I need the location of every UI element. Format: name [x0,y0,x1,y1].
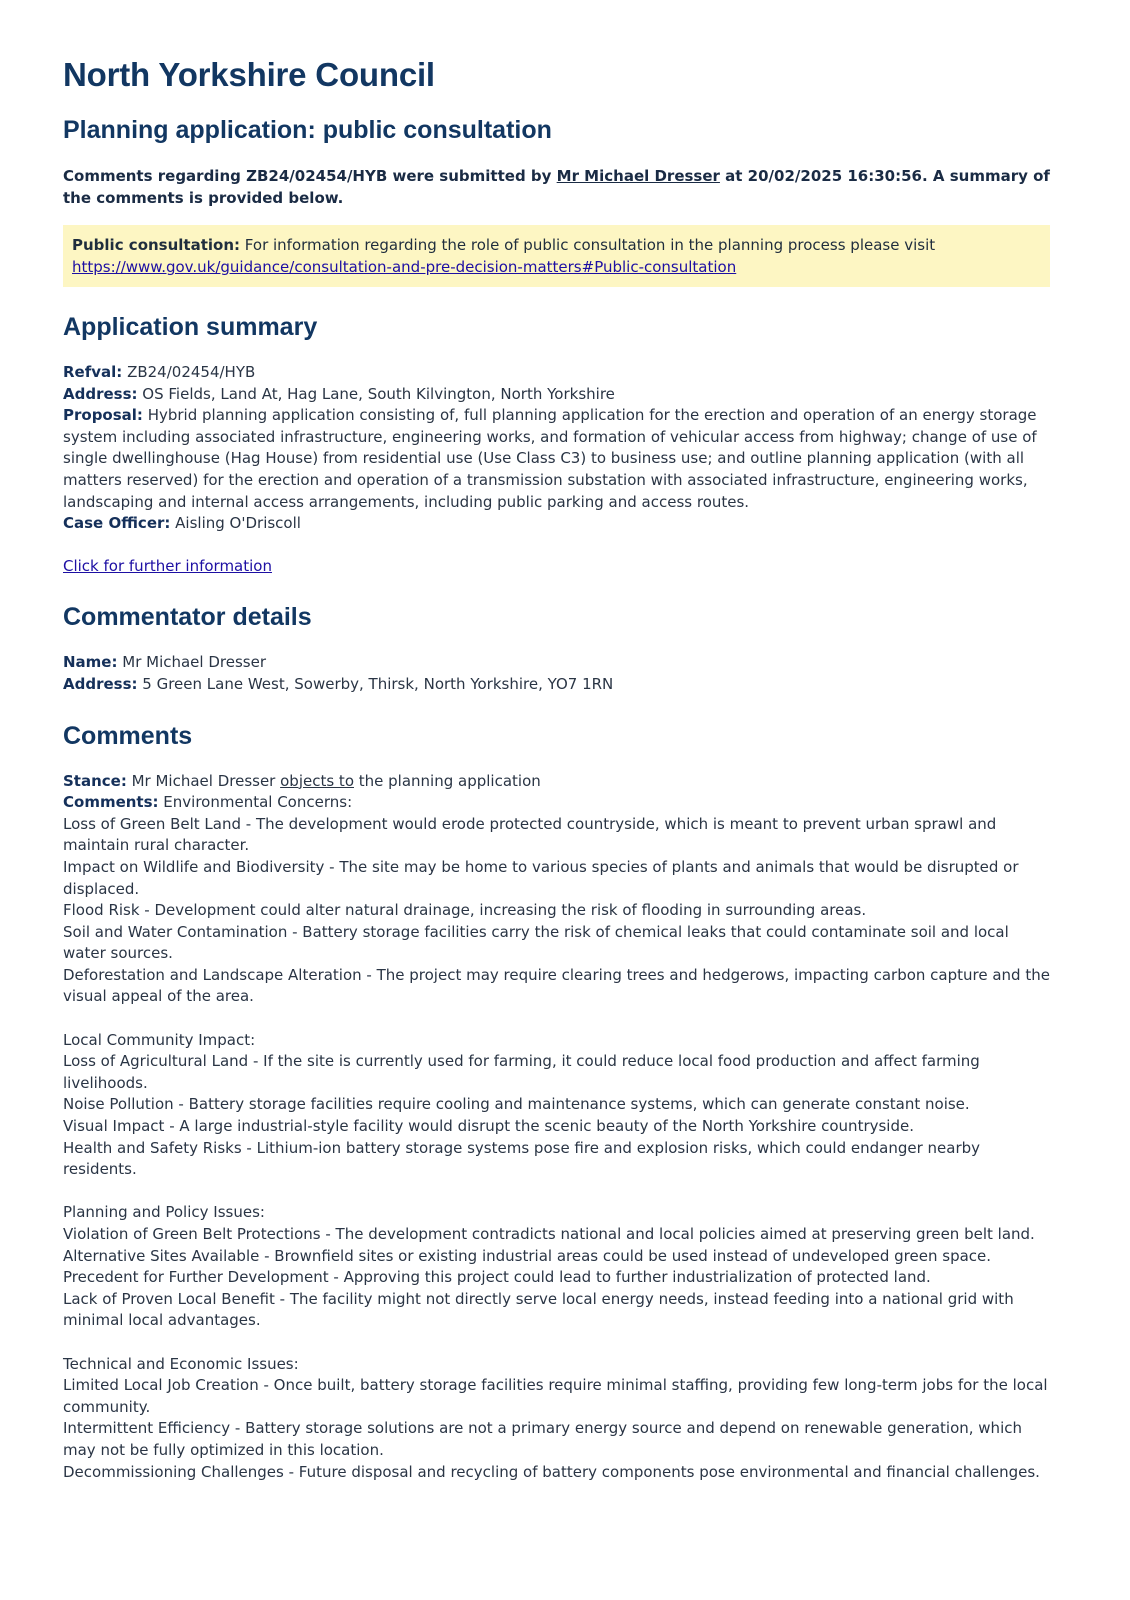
commentator-name-row [63,652,1050,674]
comment-line: Loss of Green Belt Land - The development would erode protected countryside, which is meant to prevent urban sprawl and maintain rural character. [63,814,997,855]
refval-value: ZB24/02454/HYB [122,363,256,381]
application-summary-section [63,313,1050,577]
case-officer-value: Aisling O'Driscoll [170,514,301,533]
stance-row [63,771,1050,793]
comments-first-line: Environmental Concerns: [158,793,353,812]
refval-label: Refval: [63,363,123,381]
comment-line: Flood Risk - Development could alter natural drainage, increasing the risk of flooding in surrounding areas. [63,901,867,920]
comments-heading: Comments [63,721,193,750]
comment-line: Planning and Policy Issues: [63,1203,265,1222]
commentator-address-value: 5 Green Lane West, Sowerby, Thirsk, North Yorkshire, YO7 1RN [137,674,614,693]
comment-line: Precedent for Further Development - Approving this project could lead to further industrialization of protected land. [63,1268,931,1287]
intro-prefix: Comments regarding ZB24/02454/HYB were submitted by [63,167,557,185]
notice-text: For information regarding the role of public consultation in the planning process please visit [240,236,936,254]
stance-prefix: Mr Michael Dresser [126,771,281,790]
stance-suffix: the planning application [354,771,541,790]
address-value: OS Fields, Land At, Hag Lane, South Kilvington, North Yorkshire [137,384,615,403]
comment-line: Alternative Sites Available - Brownfield sites or existing industrial areas could be used instead of undeveloped green space. [63,1246,992,1265]
comment-line: Noise Pollution - Battery storage facilities require cooling and maintenance systems, which can generate constant noise. [63,1095,970,1114]
comment-lines [63,814,1050,1483]
commentator-section [63,603,1050,695]
proposal-row [63,405,1050,513]
application-details [63,362,1050,577]
notice-label: Public consultation: [72,236,241,254]
council-title: North Yorkshire Council [63,56,435,93]
comment-line: Lack of Proven Local Benefit - The facility might not directly serve local energy needs, instead feeding into a national grid with minimal local advantages. [63,1289,1014,1330]
further-information-link[interactable]: Click for further information [63,556,272,575]
comment-spacer [63,1181,1050,1203]
stance-verb: objects to [280,771,354,790]
consultation-guidance-link[interactable]: https://www.gov.uk/guidance/consultation-and-pre-decision-matters#Public-consultation [72,258,737,276]
comments-label: Comments: [63,793,159,812]
proposal-value: Hybrid planning application consisting of, full planning application for the erection and operation of an energy storage system including associated infrastructure, engineering works, and formation of vehicular access from highway; change of use of single dwellinghouse (Hag House) from residential use (Use Class C3) to business use; and outline planning application (with all matters reserved) for the erection and operation of a transmission substation with associated infrastructure, engineering works, landscaping and internal access arrangements, including public parking and access routes. [63,406,1037,511]
comments-section [63,722,1050,1484]
comment-line: Impact on Wildlife and Biodiversity - The site may be home to various species of plants and animals that would be disrupted or displaced. [63,857,1019,898]
intro-paragraph [63,165,1050,209]
comments-first-row [63,792,1050,814]
comment-spacer [63,1008,1050,1030]
commentator-address-label: Address: [63,674,138,693]
comment-line: Deforestation and Landscape Alteration - The project may require clearing trees and hedgerows, impacting carbon capture and the visual appeal of the area. [63,965,1050,1006]
comment-line: Visual Impact - A large industrial-style facility would disrupt the scenic beauty of the North Yorkshire countryside. [63,1117,914,1136]
application-summary-heading: Application summary [63,313,318,341]
commentator-address-row [63,674,1050,696]
commentator-details [63,652,1050,695]
comment-line: Violation of Green Belt Protections - The development contradicts national and local policies aimed at preserving green belt land. [63,1225,1035,1243]
case-officer-row [63,513,1050,535]
commentator-heading: Commentator details [63,603,312,632]
consultation-notice [63,225,1050,287]
comments-body [63,771,1050,1484]
further-info-row [63,556,1050,578]
comment-line: Intermittent Efficiency - Battery storage solutions are not a primary energy source and depend on renewable generation, which may not be fully optimized in this location. [63,1419,1022,1459]
comment-line: Soil and Water Contamination - Battery storage facilities carry the risk of chemical leaks that could contaminate soil and local water sources. [63,922,1009,963]
intro-suffix: at 20/02/2025 16:30:56. A summary of the comments is provided below. [63,167,1050,207]
submitter-link[interactable]: Mr Michael Dresser [556,167,720,185]
address-label: Address: [63,384,138,403]
comment-line: Decommissioning Challenges - Future disposal and recycling of battery components pose environmental and financial challenges. [63,1462,1040,1481]
commentator-name-value: Mr Michael Dresser [117,653,266,672]
comment-spacer [63,1332,1050,1354]
page-heading: Planning application: public consultation [63,116,552,144]
refval-row [63,362,1050,384]
stance-label: Stance: [63,771,127,790]
comment-line: Limited Local Job Creation - Once built, battery storage facilities require minimal staffing, providing few long-term jobs for the local community. [63,1376,1048,1416]
commentator-name-label: Name: [63,653,118,672]
comment-line: Local Community Impact: [63,1030,256,1049]
comment-line: Technical and Economic Issues: [63,1354,299,1373]
case-officer-label: Case Officer: [63,514,171,533]
proposal-label: Proposal: [63,406,143,425]
address-row [63,384,1050,406]
comment-line: Loss of Agricultural Land - If the site is currently used for farming, it could reduce local food production and affect farming livelihoods. [63,1052,980,1092]
comment-line: Health and Safety Risks - Lithium-ion battery storage systems pose fire and explosion risks, which could endanger nearby residents. [63,1138,981,1179]
